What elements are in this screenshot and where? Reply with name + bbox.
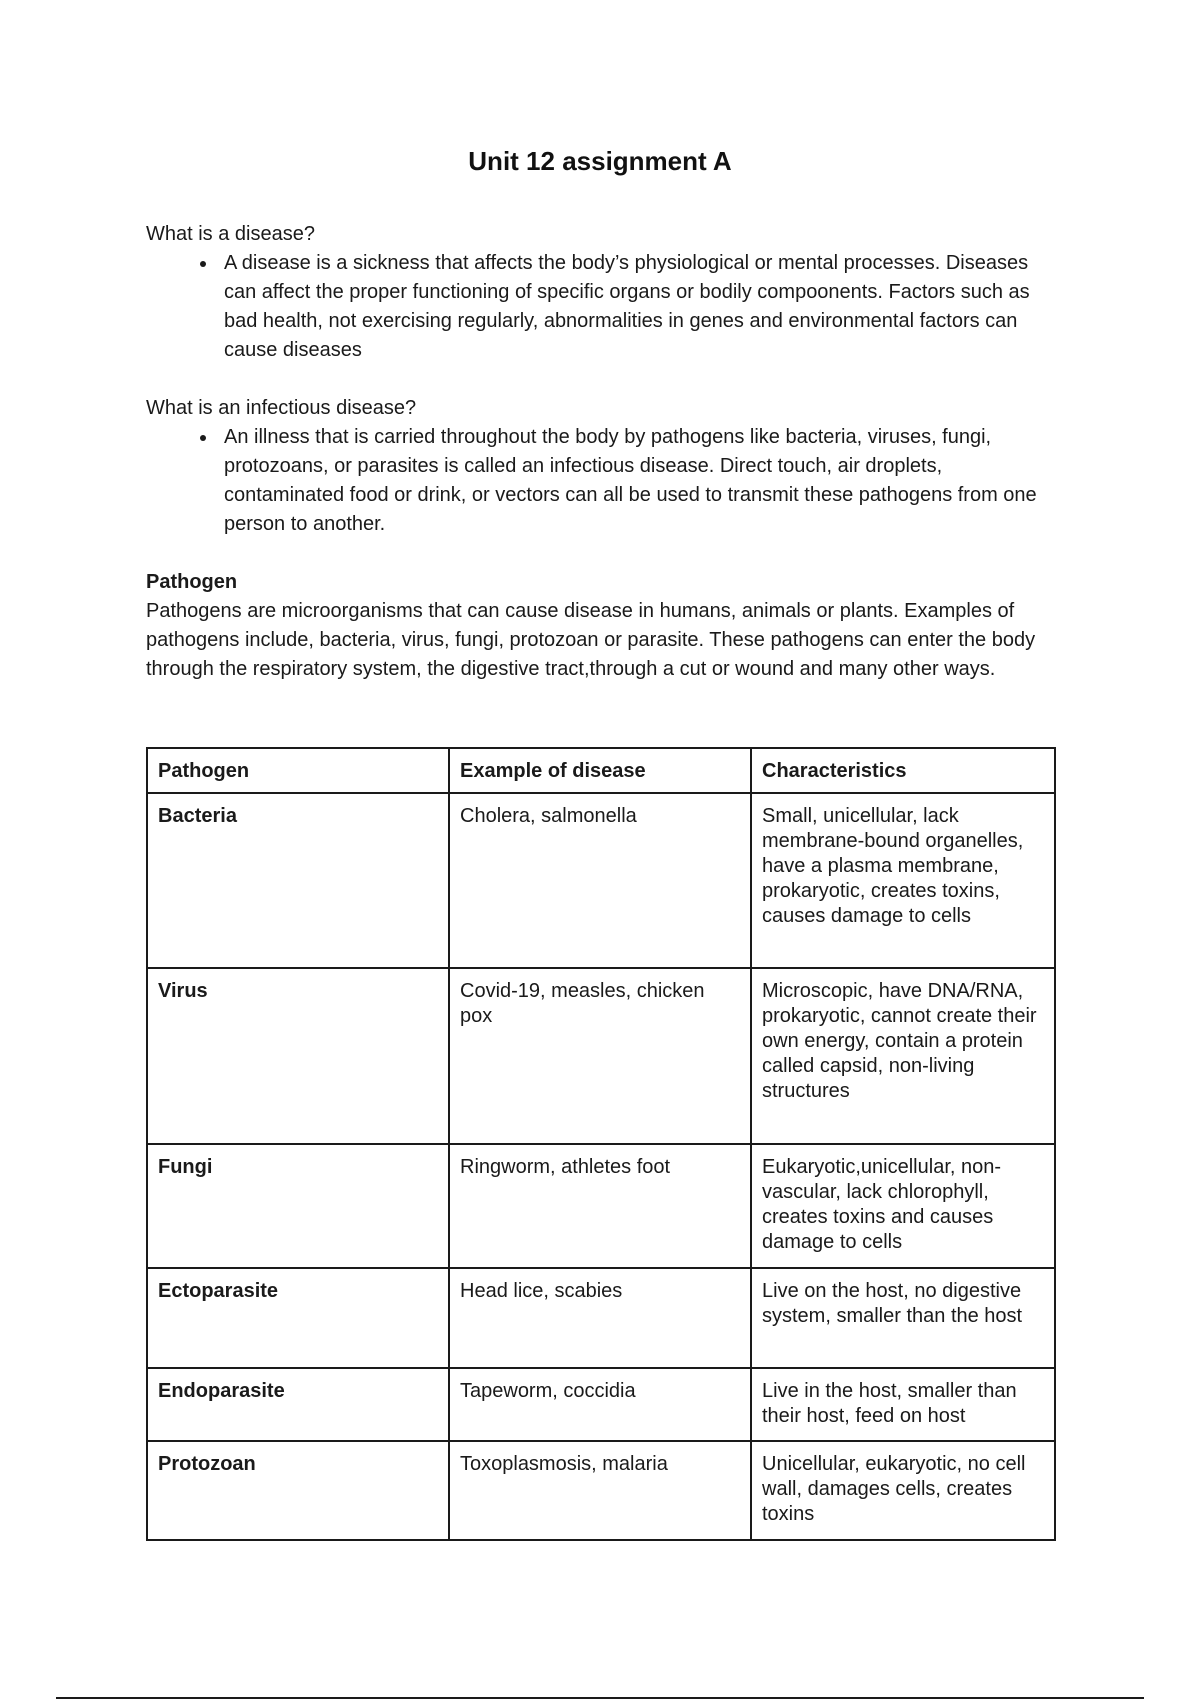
pathogen-table [146,747,1056,1541]
cell-example: Cholera, salmonella [449,793,751,968]
table-row [147,968,1055,1144]
cell-characteristics: Eukaryotic,unicellular, non-vascular, lack chlorophyll, creates toxins and causes damage to cells [751,1144,1055,1268]
cell-characteristics: Live in the host, smaller than their host, feed on host [751,1368,1055,1441]
answer-list-infectious [146,423,1056,539]
page-title: Unit 12 assignment A [468,146,732,176]
table-row [147,1144,1055,1268]
pathogen-heading: Pathogen [146,571,238,593]
header-characteristics: Characteristics [751,748,1055,793]
answer-infectious-disease: • An illness that is carried throughout the body by pathogens like bacteria, viruses, fungi, protozoans, or parasites is called an infectious disease. Direct touch, air droplets, contaminated food or drink, or vectors can all be used to transmit these pathogens from one person to another. [218,423,1056,539]
question-what-is-disease: What is a disease? [146,223,315,245]
document-body [146,220,1056,684]
table-row [147,1368,1055,1441]
header-example-of-disease: Example of disease [449,748,751,793]
cell-pathogen: Fungi [147,1144,449,1268]
cell-characteristics: Unicellular, eukaryotic, no cell wall, damages cells, creates toxins [751,1441,1055,1540]
answer-list-disease [146,249,1056,365]
table-header-row [147,748,1055,793]
cell-characteristics: Microscopic, have DNA/RNA, prokaryotic, cannot create their own energy, contain a protein called capsid, non-living structures [751,968,1055,1144]
pathogen-paragraph: Pathogens are microorganisms that can cause disease in humans, animals or plants. Examples of pathogens include, bacteria, virus, fungi, protozoan or parasite. These pathogens can enter the body through the respiratory system, the digestive tract,through a cut or wound and many other ways. [146,600,1036,680]
cell-example: Head lice, scabies [449,1268,751,1368]
footer-divider [56,1697,1144,1699]
cell-example: Ringworm, athletes foot [449,1144,751,1268]
cell-pathogen: Protozoan [147,1441,449,1540]
cell-pathogen: Ectoparasite [147,1268,449,1368]
cell-example: Toxoplasmosis, malaria [449,1441,751,1540]
table-row [147,1441,1055,1540]
header-pathogen: Pathogen [147,748,449,793]
cell-pathogen: Bacteria [147,793,449,968]
cell-pathogen: Virus [147,968,449,1144]
question-what-is-infectious-disease: What is an infectious disease? [146,397,417,419]
answer-disease: • A disease is a sickness that affects the body’s physiological or mental processes. Diseases can affect the proper functioning of specific organs or bodily compoonents. Factors such as bad health, not exercising regularly, abnormalities in genes and environmental factors can cause diseases [218,249,1056,365]
cell-pathogen: Endoparasite [147,1368,449,1441]
cell-example: Tapeworm, coccidia [449,1368,751,1441]
cell-example: Covid-19, measles, chicken pox [449,968,751,1144]
table-row [147,1268,1055,1368]
cell-characteristics: Small, unicellular, lack membrane-bound organelles, have a plasma membrane, prokaryotic, creates toxins, causes damage to cells [751,793,1055,968]
table-row [147,793,1055,968]
cell-characteristics: Live on the host, no digestive system, smaller than the host [751,1268,1055,1368]
